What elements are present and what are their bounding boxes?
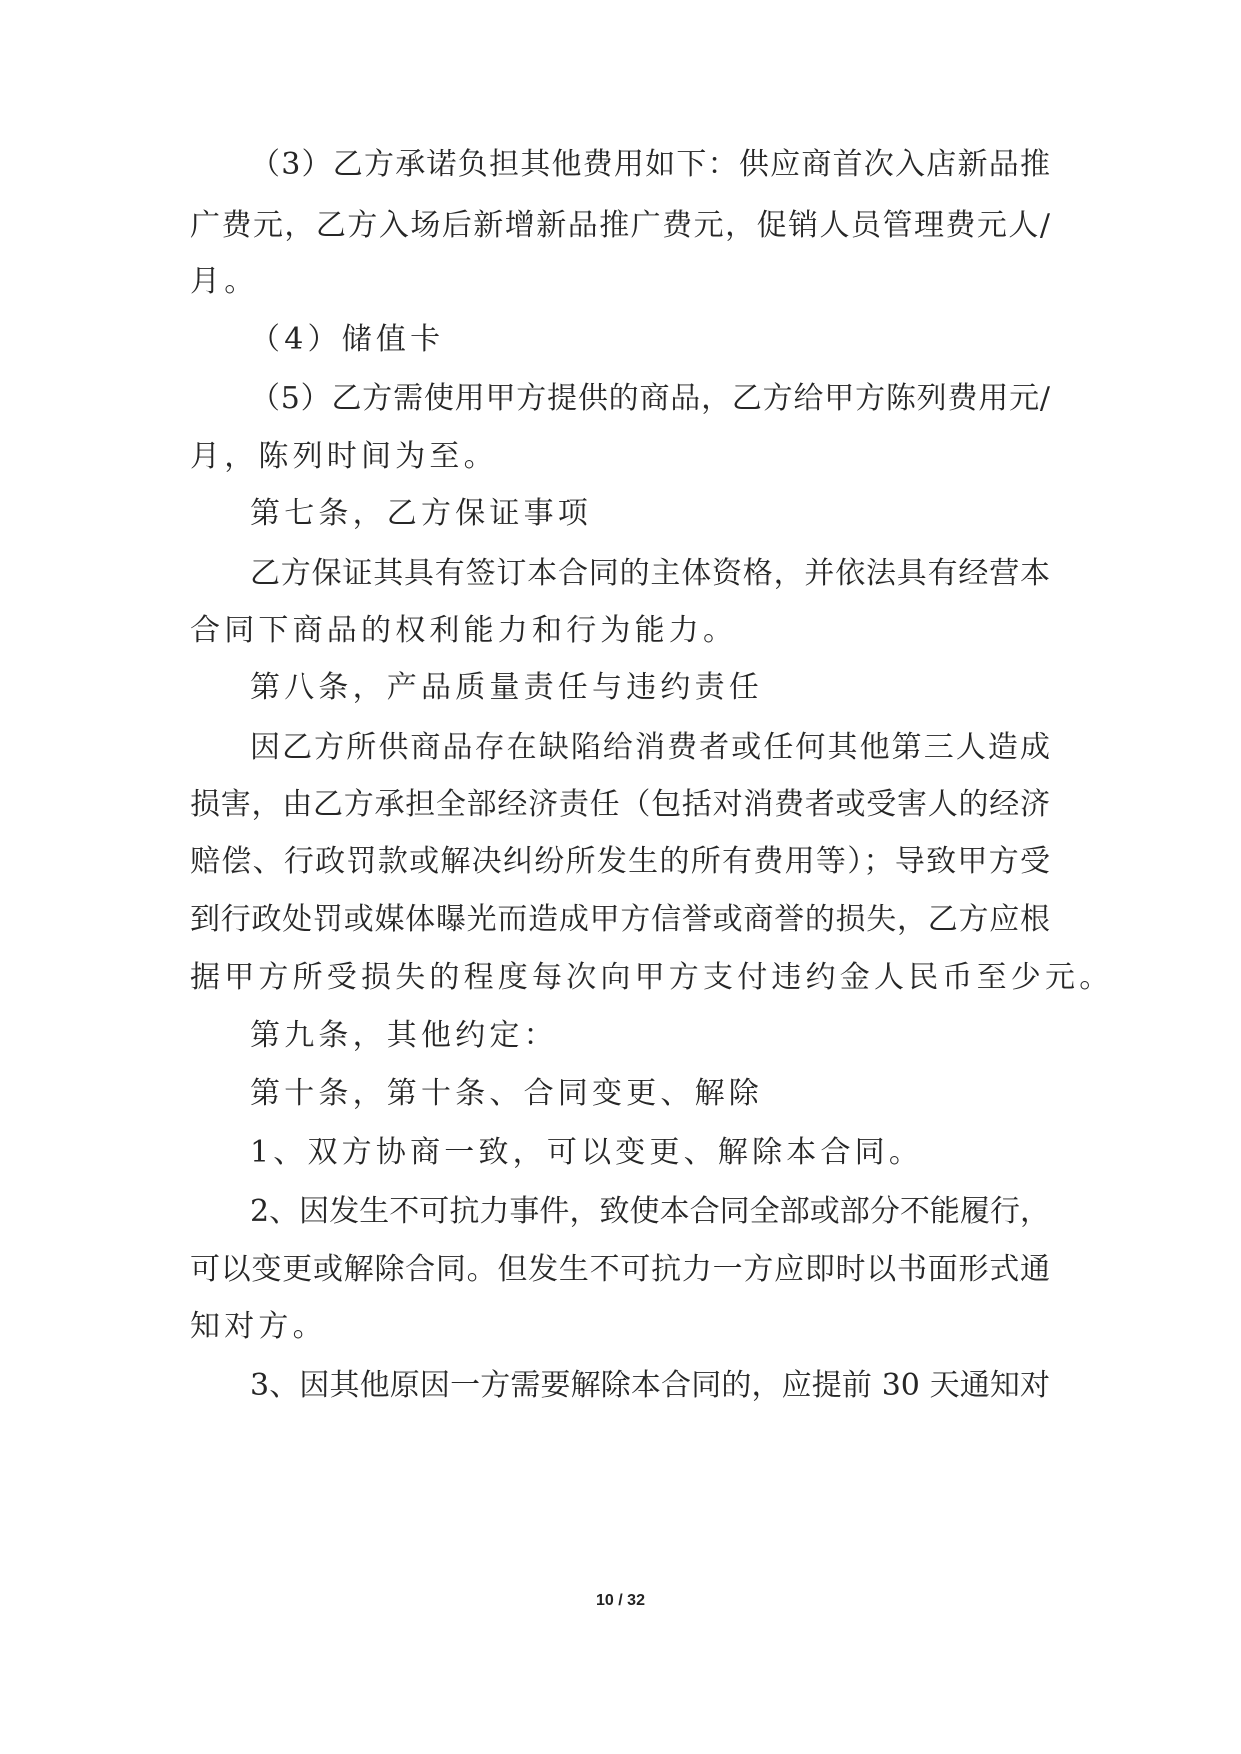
paragraph-line: 合同下商品的权利能力和行为能力。 [190, 613, 738, 648]
section-heading: 第十条，第十条、合同变更、解除 [250, 1076, 763, 1111]
section-heading: 第七条，乙方保证事项 [250, 496, 592, 531]
paragraph-line: 可以变更或解除合同。但发生不可抗力一方应即时以书面形式通 [190, 1252, 1050, 1287]
paragraph-line: （5）乙方需使用甲方提供的商品，乙方给甲方陈列费用元/ [250, 381, 1050, 416]
paragraph-line: （3）乙方承诺负担其他费用如下：供应商首次入店新品推 [250, 147, 1050, 182]
paragraph-line: 赔偿、行政罚款或解决纠纷所发生的所有费用等）；导致甲方受 [190, 844, 1050, 879]
paragraph-line: 到行政处罚或媒体曝光而造成甲方信誉或商誉的损失，乙方应根 [190, 902, 1050, 937]
paragraph-line: 3、因其他原因一方需要解除本合同的，应提前 30 天通知对 [250, 1368, 1050, 1403]
paragraph-line: 1、双方协商一致，可以变更、解除本合同。 [250, 1135, 924, 1170]
paragraph-line: （4）储值卡 [250, 322, 445, 357]
paragraph-line: 据甲方所受损失的程度每次向甲方支付违约金人民币至少元。 [190, 960, 1114, 995]
section-heading: 第八条，产品质量责任与违约责任 [250, 670, 763, 705]
paragraph-line: 损害，由乙方承担全部经济责任（包括对消费者或受害人的经济 [190, 787, 1050, 822]
page-number: 10 / 32 [596, 1592, 645, 1609]
paragraph-line: 广费元，乙方入场后新增新品推广费元，促销人员管理费元人/ [190, 208, 1050, 243]
paragraph-line: 月，陈列时间为至。 [190, 439, 498, 474]
paragraph-line: 知对方。 [190, 1309, 327, 1344]
section-heading: 第九条，其他约定： [250, 1018, 558, 1053]
paragraph-line: 乙方保证其具有签订本合同的主体资格，并依法具有经营本 [250, 556, 1050, 591]
paragraph-line: 因乙方所供商品存在缺陷给消费者或任何其他第三人造成 [250, 730, 1050, 765]
paragraph-line: 月。 [190, 264, 259, 299]
paragraph-line: 2、因发生不可抗力事件，致使本合同全部或部分不能履行， [250, 1194, 1050, 1229]
